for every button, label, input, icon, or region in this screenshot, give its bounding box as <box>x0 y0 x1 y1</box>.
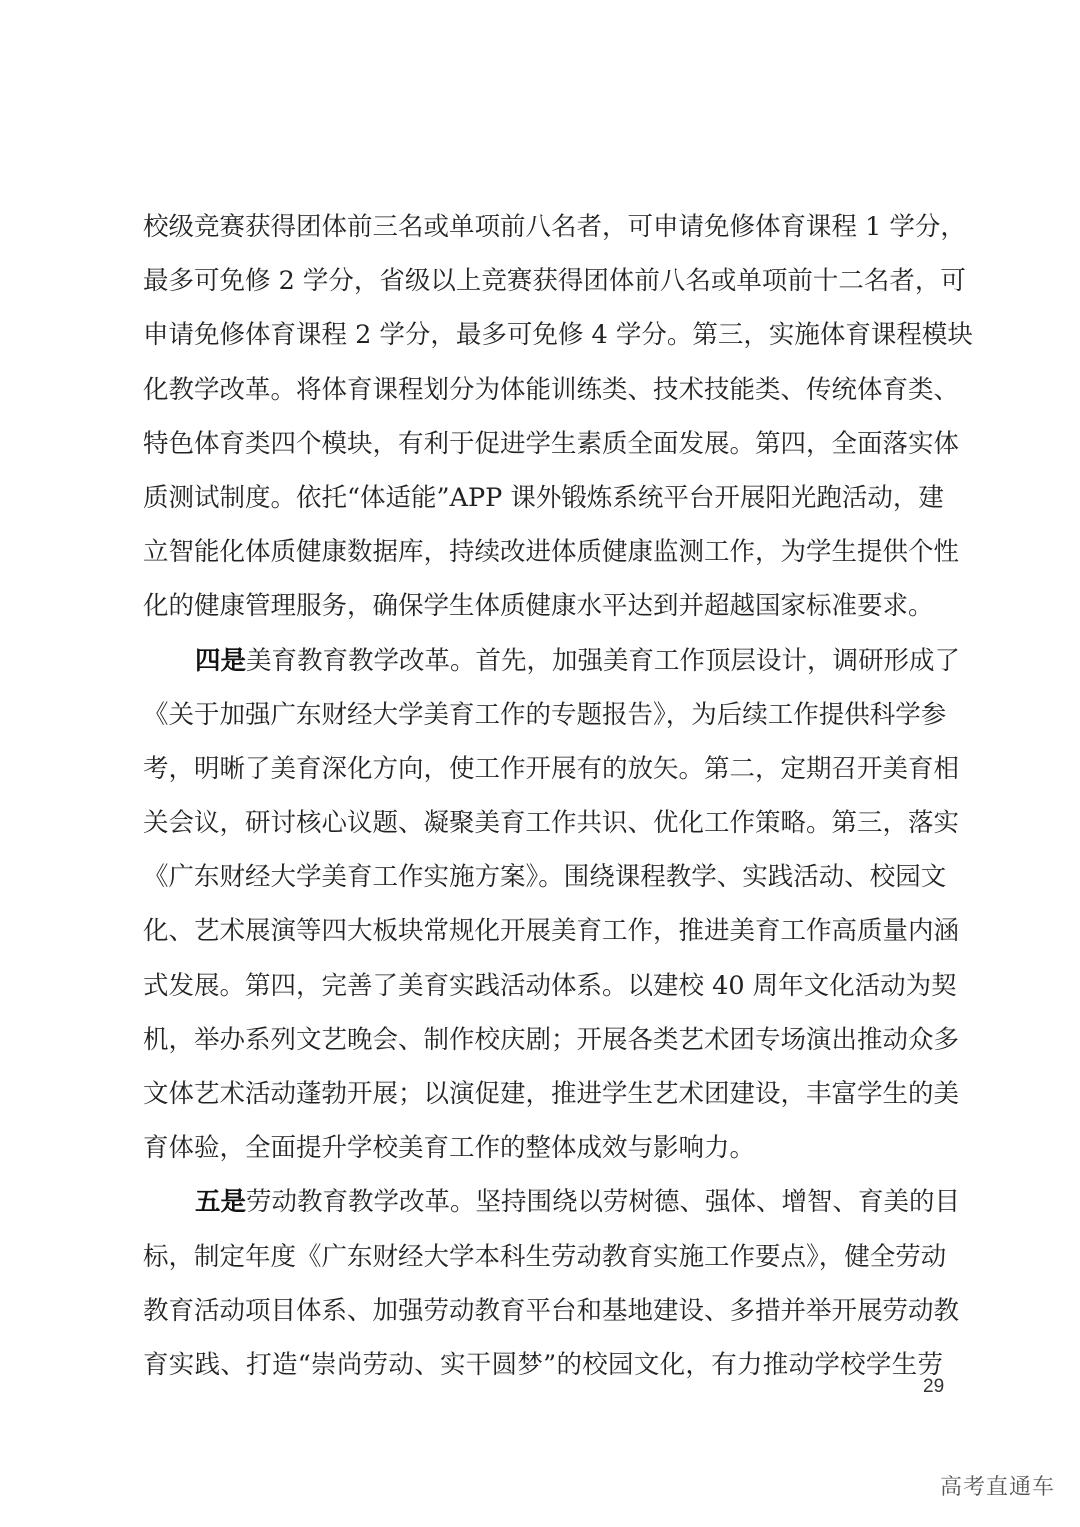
text-line: 申请免修体育课程 2 学分，最多可免修 4 学分。第三，实施体育课程模块 <box>143 320 973 351</box>
text-line: 化、艺术展演等四大板块常规化开展美育工作，推进美育工作高质量内涵 <box>143 916 960 947</box>
text-line: 质测试制度。依托“体适能”APP 课外锻炼系统平台开展阳光跑活动，建 <box>143 482 944 513</box>
text-line: 标，制定年度《广东财经大学本科生劳动教育实施工作要点》，健全劳动 <box>143 1241 947 1272</box>
text-line: 机，举办系列文艺晚会、制作校庆剧；开展各类艺术团专场演出推动众多 <box>143 1024 960 1055</box>
text-line: 育体验，全面提升学校美育工作的整体成效与影响力。 <box>143 1133 756 1164</box>
page-number: 29 <box>923 1376 945 1397</box>
text-line: 校级竞赛获得团体前三名或单项前八名者，可申请免修体育课程 1 学分， <box>143 212 966 242</box>
paragraph-lead: 五是 <box>195 1187 247 1218</box>
text-line: 式发展。第四，完善了美育实践活动体系。以建校 40 周年文化活动为契 <box>143 970 957 1001</box>
text-line: 化的健康管理服务，确保学生体质健康水平达到并超越国家标准要求。 <box>143 591 934 622</box>
paragraph-lead: 四是 <box>195 645 247 676</box>
text-line: 《广东财经大学美育工作实施方案》。围绕课程教学、实践活动、校园文 <box>143 862 947 893</box>
text-line: 最多可免修 2 学分，省级以上竞赛获得团体前八名或单项前十二名者，可 <box>143 266 966 297</box>
text-line: 化教学改革。将体育课程划分为体能训练类、技术技能类、传统体育类、 <box>143 374 960 405</box>
text-line: 立智能化体质健康数据库，持续改进体质健康监测工作，为学生提供个性 <box>143 537 960 568</box>
paragraph-aesthetic-first-line <box>143 634 961 688</box>
text-line: 特色体育类四个模块，有利于促进学生素质全面发展。第四，全面落实体 <box>143 428 960 459</box>
paragraph-labor-first-line <box>143 1175 961 1229</box>
text-line: 教育活动项目体系、加强劳动教育平台和基地建设、多措并举开展劳动教 <box>143 1295 960 1326</box>
text-line: 劳动教育教学改革。坚持围绕以劳树德、强体、增智、育美的目 <box>246 1187 961 1218</box>
text-line: 育实践、打造“崇尚劳动、实干圆梦”的校园文化，有力推动学校学生劳 <box>143 1349 943 1380</box>
text-line: 《关于加强广东财经大学美育工作的专题报告》，为后续工作提供科学参 <box>143 699 947 730</box>
body-text <box>143 200 973 1392</box>
text-line: 美育教育教学改革。首先，加强美育工作顶层设计，调研形成了 <box>246 645 961 676</box>
text-line: 文体艺术活动蓬勃开展；以演促建，推进学生艺术团建设，丰富学生的美 <box>143 1079 960 1109</box>
text-line: 考，明晰了美育深化方向，使工作开展有的放矢。第二，定期召开美育相 <box>143 753 960 784</box>
text-line: 关会议，研讨核心议题、凝聚美育工作共识、优化工作策略。第三，落实 <box>143 808 960 839</box>
watermark: 高考直通车 <box>940 1475 1056 1500</box>
